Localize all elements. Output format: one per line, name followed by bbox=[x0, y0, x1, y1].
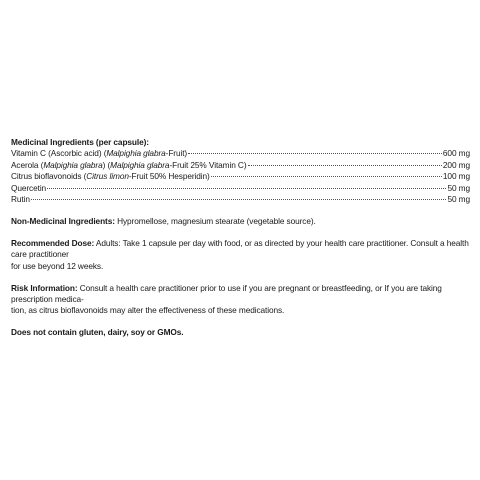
recommended-dose-text-line-2: for use beyond 12 weeks. bbox=[11, 260, 104, 271]
leader-dots bbox=[47, 181, 446, 189]
ingredient-name: Vitamin C (Ascorbic acid) (Malpighia glabra-Fruit) bbox=[11, 148, 188, 159]
ingredient-amount: 100 mg bbox=[442, 171, 470, 182]
recommended-dose-label: Recommended Dose: bbox=[11, 237, 95, 248]
ingredient-name: Citrus bioflavonoids (Citrus limon-Fruit 50% Hesperidin) bbox=[11, 171, 210, 182]
risk-information-text-line-1: Consult a health care practitioner prior to use if you are pregnant or breastfeeding, or If you are taking prescription medica- bbox=[11, 282, 442, 304]
leader-dots bbox=[188, 146, 442, 154]
ingredient-amount: 600 mg bbox=[442, 148, 470, 159]
non-medicinal-ingredients bbox=[11, 216, 470, 227]
non-medicinal-label: Non-Medicinal Ingredients: bbox=[11, 215, 115, 226]
leader-dots bbox=[211, 169, 442, 177]
leader-dots bbox=[248, 158, 442, 166]
ingredient-amount: 50 mg bbox=[447, 182, 470, 193]
leader-dots bbox=[31, 192, 447, 200]
non-medicinal-text: Hypromellose, magnesium stearate (vegetable source). bbox=[114, 215, 316, 226]
allergen-statement: Does not contain gluten, dairy, soy or GMOs. bbox=[11, 327, 184, 338]
risk-information bbox=[11, 283, 470, 317]
ingredient-name: Acerola (Malpighia glabra) (Malpighia glabra-Fruit 25% Vitamin C) bbox=[11, 159, 247, 170]
supplement-facts-panel bbox=[11, 137, 470, 339]
ingredient-name: Rutin bbox=[11, 194, 30, 205]
recommended-dose-text-line-1: Adults: Take 1 capsule per day with food, or as directed by your health care practitioner. Consult a health care practitioner bbox=[11, 237, 469, 260]
ingredient-amount: 50 mg bbox=[447, 194, 470, 205]
medicinal-ingredients-heading: Medicinal Ingredients (per capsule): bbox=[11, 137, 149, 147]
ingredient-row-rutin bbox=[11, 194, 470, 205]
recommended-dose bbox=[11, 238, 470, 272]
ingredient-amount: 200 mg bbox=[442, 159, 470, 170]
risk-information-label: Risk Information: bbox=[11, 282, 78, 293]
risk-information-text-line-2: tion, as citrus bioflavonoids may alter the effectiveness of these medications. bbox=[11, 305, 285, 316]
ingredient-name: Quercetin bbox=[11, 182, 47, 193]
